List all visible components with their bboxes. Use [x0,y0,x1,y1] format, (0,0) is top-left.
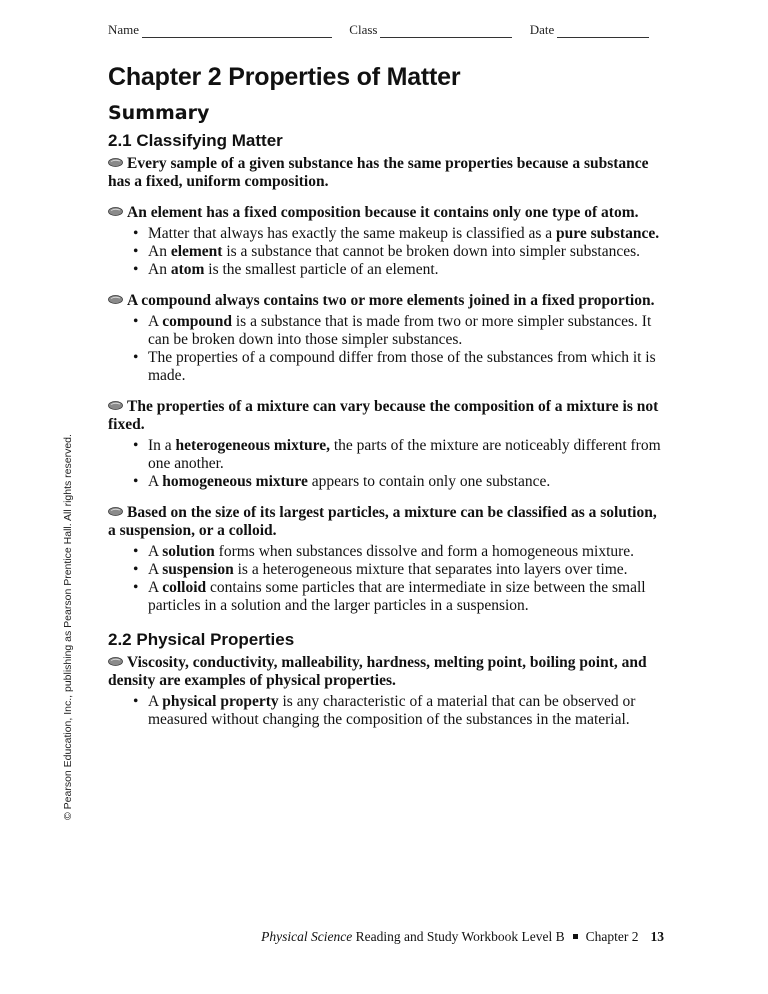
key-concept-text [108,204,664,222]
key-concept-icon [108,158,123,167]
key-concept-text [108,155,664,191]
student-info-header [108,22,668,38]
class-label: Class [349,22,378,37]
bullet-text: is the smallest particle of an element. [204,261,439,278]
bullet-item [130,261,664,279]
bullet-item [130,561,664,579]
bullet-text: A [148,693,163,710]
vocabulary-term: colloid [162,579,207,596]
key-concept-block [108,155,664,191]
key-concept-statement: A compound always contains two or more elements joined in a fixed proportion. [127,292,655,309]
bullet-text: In a [148,437,176,454]
page-number: 13 [650,929,664,944]
name-blank [142,25,332,38]
bullet-item [130,543,664,561]
book-title-italic: Physical Science [261,929,353,944]
key-concept-icon [108,507,123,516]
book-title-rest: Reading and Study Workbook Level B [352,929,565,944]
bullet-item [130,313,664,349]
key-concept-statement: An element has a fixed composition because it contains only one type of atom. [127,204,639,221]
key-concept-text [108,398,664,434]
vocabulary-term: heterogeneous mixture, [175,437,330,454]
key-concept-text [108,292,664,310]
class-blank [380,25,512,38]
key-concept-statement: Based on the size of its largest particles, a mixture can be classified as a solution, a suspension, or a colloid. [108,504,657,539]
copyright-notice: © Pearson Education, Inc., publishing as Pearson Prentice Hall. All rights reserved. [62,434,74,820]
key-concept-block [108,504,664,615]
chapter-title: Chapter 2 Properties of Matter [108,63,461,91]
bullet-text: is a substance that cannot be broken down into simpler substances. [222,243,641,260]
key-concept-icon [108,295,123,304]
bullet-item [130,437,664,473]
bullet-text: the parts of the mixture are noticeably different from one another. [148,437,661,472]
key-concept-statement: The properties of a mixture can vary because the composition of a mixture is not fixed. [108,398,659,433]
key-concept-statement: Viscosity, conductivity, malleability, hardness, melting point, boiling point, and density are examples of physical properties. [108,654,647,689]
key-concept-block [108,204,664,279]
bullet-item [130,243,664,261]
sections-container [108,130,664,729]
bullet-text: An [148,261,171,278]
section-title: 2.1 Classifying Matter [108,131,283,150]
bullet-item [130,473,664,491]
bullet-item [130,225,664,243]
bullet-text: The properties of a compound differ from those of the substances from which it is made. [148,349,656,384]
bullet-text: A [148,313,163,330]
page-footer [261,929,664,945]
key-concept-text [108,654,664,690]
bullet-text: Matter that always has exactly the same makeup is classified as a [148,225,557,242]
bullet-item [130,693,664,729]
bullet-list [108,543,664,615]
key-concept-statement: Every sample of a given substance has the same properties because a substance has a fixed, uniform composition. [108,155,649,190]
key-concept-icon [108,207,123,216]
bullet-list [108,313,664,385]
bullet-list [108,693,664,729]
bullet-text: contains some particles that are intermediate in size between the small particles in a solution and the larger particles in a suspension. [148,579,646,614]
vocabulary-term: compound [162,313,232,330]
vocabulary-term: suspension [162,561,234,578]
key-concept-block [108,292,664,385]
key-concept-block [108,398,664,491]
bullet-text: forms when substances dissolve and form a homogeneous mixture. [214,543,635,560]
vocabulary-term: atom [170,261,205,278]
separator-square [573,934,578,939]
key-concept-icon [108,657,123,666]
vocabulary-term: physical property [162,693,279,710]
section-title: 2.2 Physical Properties [108,630,295,649]
footer-chapter: Chapter 2 [585,929,639,944]
bullet-text: is any characteristic of a material that can be observed or measured without changing the composition of the substances in the material. [148,693,636,728]
bullet-list [108,225,664,279]
vocabulary-term: pure substance. [556,225,660,242]
key-concept-block [108,654,664,729]
vocabulary-term: homogeneous mixture [162,473,308,490]
bullet-text: A [148,579,163,596]
bullet-text: A [148,543,163,560]
bullet-list [108,437,664,491]
vocabulary-term: solution [162,543,215,560]
bullet-item [130,579,664,615]
vocabulary-term: element [170,243,223,260]
date-blank [557,25,649,38]
key-concept-icon [108,401,123,410]
bullet-text: appears to contain only one substance. [307,473,551,490]
date-label: Date [529,22,555,37]
bullet-text: A [148,561,163,578]
summary-title: Summary [108,102,210,124]
bullet-text: An [148,243,171,260]
name-label: Name [108,22,140,37]
bullet-text: is a substance that is made from two or more simpler substances. It can be broken down into those simpler substances. [148,313,652,348]
bullet-item [130,349,664,385]
bullet-text: A [148,473,163,490]
main-content [108,62,664,729]
key-concept-text [108,504,664,540]
bullet-text: is a heterogeneous mixture that separates into layers over time. [233,561,628,578]
